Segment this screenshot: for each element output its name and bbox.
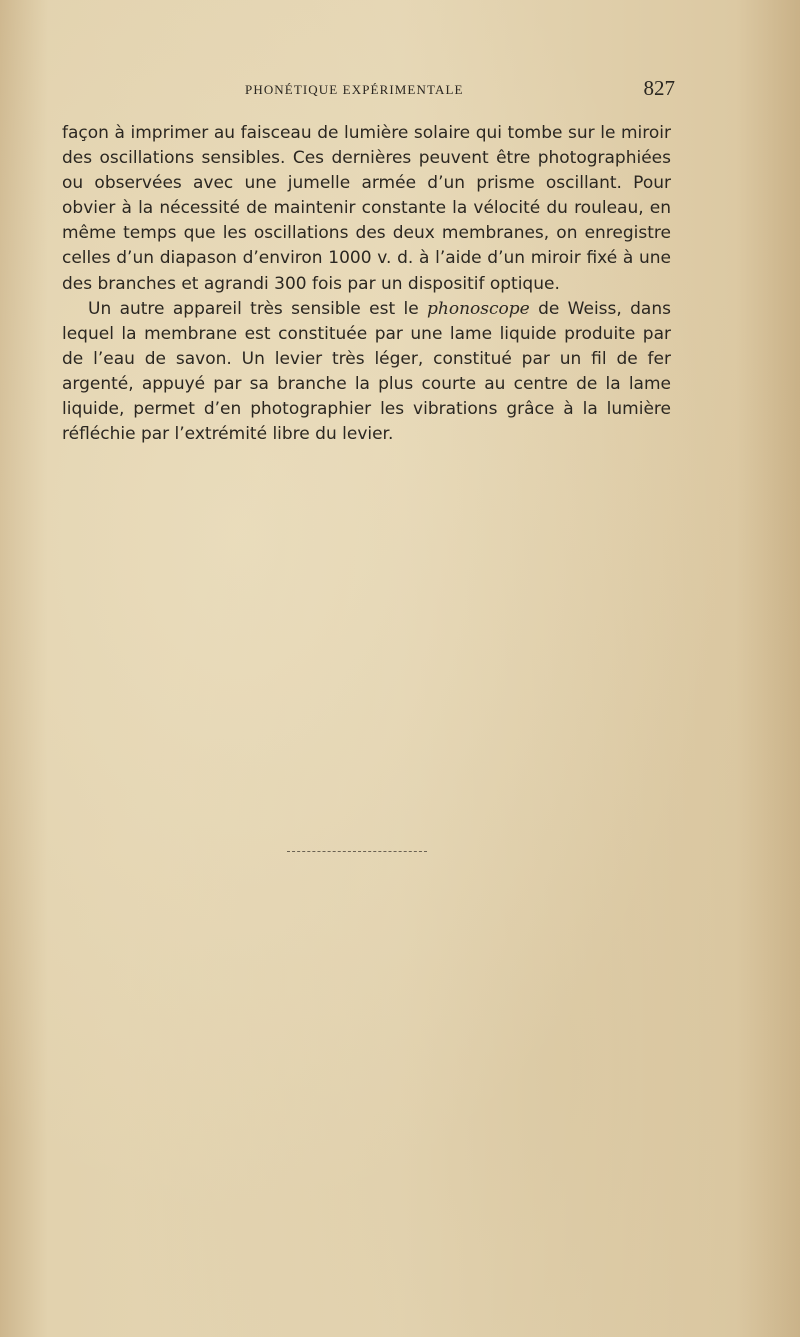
page-number: 827 [643,76,675,100]
running-head: PHONÉTIQUE EXPÉRIMENTALE [245,82,464,97]
paragraph-1: façon à imprimer au faisceau de lumière solaire qui tombe sur le miroir des oscillations sensibles. Ces dernières peuvent être photographiées ou observées avec une jumelle armée d’un prisme oscillant. Pour obvier à la nécessité de maintenir constante la vélocité du rouleau, en même temps que les oscillations des deux membranes, on enregistre celles d’un diapason d’environ 1000 v. d. à l’aide d’un miroir fixé à une des branches et agrandi 300 fois par un dispositif optique. [62,123,671,294]
page-header [245,76,675,106]
section-divider [287,851,427,852]
phonoscope-term: phonoscope [427,298,530,319]
paragraph-2-end: de Weiss, dans lequel la membrane est constituée par une lame liquide produite par de l’eau de savon. Un levier très léger, constitué par un fil de fer argenté, appuyé par sa branche la plus courte au centre de la lame liquide, permet d’en photographier les vibrations grâce à la lumière réfléchie par l’extrémité libre du levier. [62,298,671,445]
paragraph-2 [62,297,671,448]
paragraph-2-start: Un autre appareil très sensible est le [88,298,428,319]
body-text [62,121,671,447]
